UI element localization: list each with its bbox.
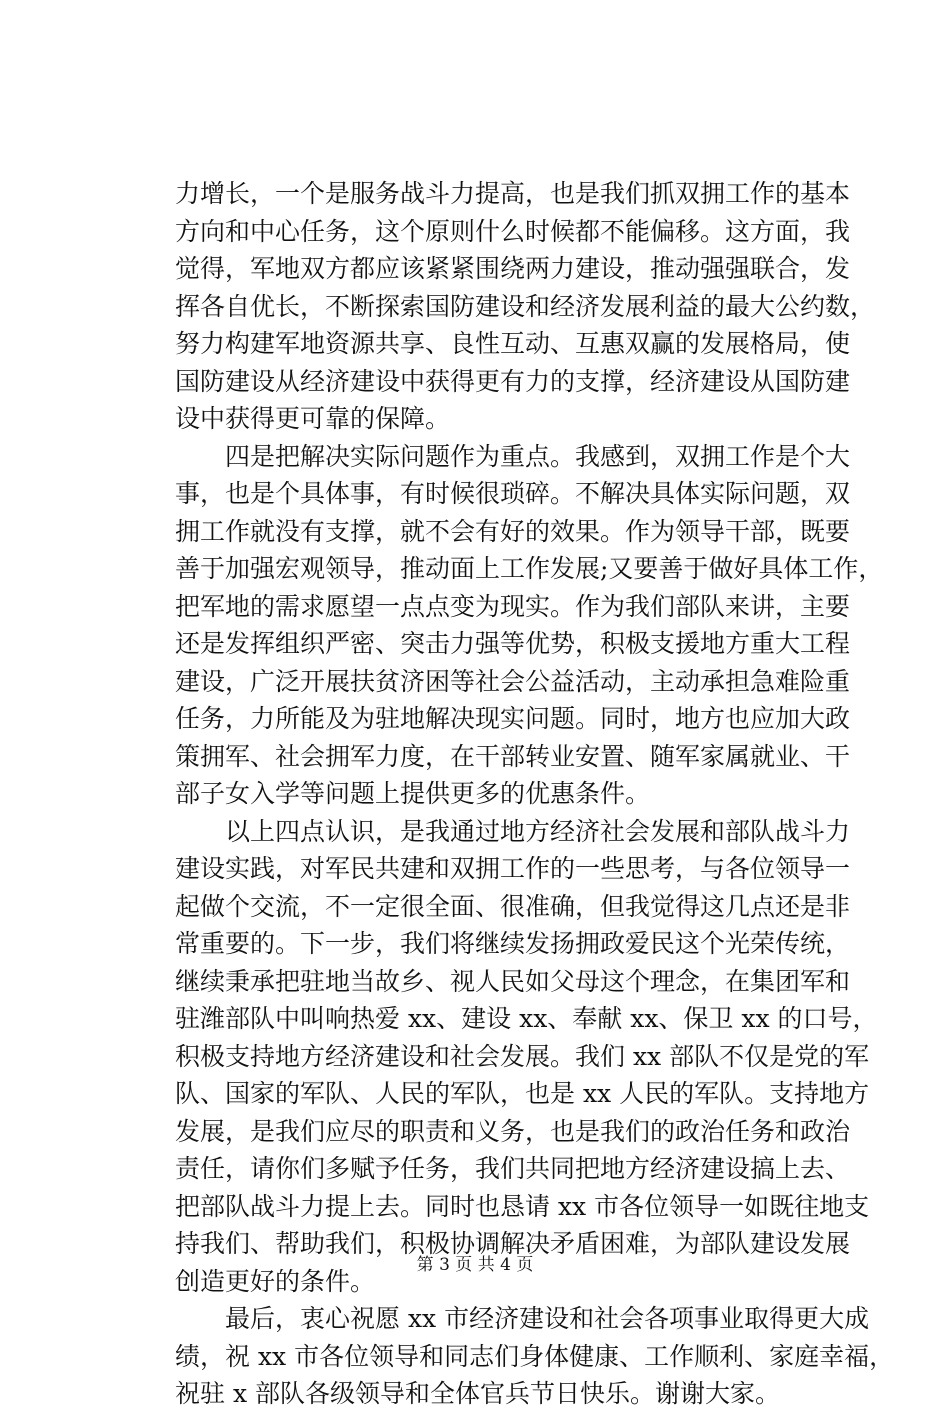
text-line: 继续秉承把驻地当故乡、视人民如父母这个理念，在集团军和 xyxy=(175,966,851,996)
text-line: 积极支持地方经济建设和社会发展。我们 xx 部队不仅是党的军 xyxy=(175,1041,870,1071)
text-line: 方向和中心任务，这个原则什么时候都不能偏移。这方面，我 xyxy=(175,216,851,246)
text-line: 持我们、帮助我们，积极协调解决矛盾困难，为部队建设发展 xyxy=(175,1229,851,1258)
text-line: 责任，请你们多赋予任务，我们共同把地方经济建设搞上去、 xyxy=(175,1154,851,1183)
text-line: 力增长，一个是服务战斗力提高，也是我们抓双拥工作的基本 xyxy=(175,179,851,208)
text-line: 建设实践，对军民共建和双拥工作的一些思考，与各位领导一 xyxy=(175,854,851,883)
text-line: 拥工作就没有支撑，就不会有好的效果。作为领导干部，既要 xyxy=(175,516,851,546)
text-line: 把部队战斗力提上去。同时也恳请 xx 市各位领导一如既往地支 xyxy=(175,1191,870,1221)
text-line: 以上四点认识，是我通过地方经济社会发展和部队战斗力 xyxy=(225,816,851,846)
text-line: 驻潍部队中叫响热爱 xx、建设 xx、奉献 xx、保卫 xx 的口号， xyxy=(175,1004,878,1033)
text-line: 部子女入学等问题上提供更多的优惠条件。 xyxy=(175,779,651,808)
text-line: 挥各自优长，不断探索国防建设和经济发展利益的最大公约数， xyxy=(175,291,876,321)
text-line: 祝驻 x 部队各级领导和全体官兵节日快乐。谢谢大家。 xyxy=(175,1379,780,1408)
text-line: 发展，是我们应尽的职责和义务，也是我们的政治任务和政治 xyxy=(175,1116,851,1146)
text-line: 常重要的。下一步，我们将继续发扬拥政爱民这个光荣传统， xyxy=(175,929,851,958)
text-line: 绩，祝 xx 市各位领导和同志们身体健康、工作顺利、家庭幸福， xyxy=(175,1341,895,1371)
text-line: 策拥军、社会拥军力度，在干部转业安置、随军家属就业、干 xyxy=(175,741,851,771)
text-line: 国防建设从经济建设中获得更有力的支撑，经济建设从国防建 xyxy=(175,366,851,396)
text-line: 努力构建军地资源共享、良性互动、互惠双赢的发展格局，使 xyxy=(175,329,851,358)
text-line: 建设，广泛开展扶贫济困等社会公益活动，主动承担急难险重 xyxy=(175,666,851,696)
text-line: 善于加强宏观领导，推动面上工作发展;又要善于做好具体工作， xyxy=(175,554,884,583)
text-line: 设中获得更可靠的保障。 xyxy=(175,404,451,433)
text-line: 四是把解决实际问题作为重点。我感到，双拥工作是个大 xyxy=(225,441,851,471)
text-line: 创造更好的条件。 xyxy=(175,1266,376,1296)
text-line: 最后，衷心祝愿 xx 市经济建设和社会各项事业取得更大成 xyxy=(225,1304,870,1333)
text-line: 把军地的需求愿望一点点变为现实。作为我们部队来讲，主要 xyxy=(175,591,851,621)
text-line: 任务，力所能及为驻地解决现实问题。同时，地方也应加大政 xyxy=(175,704,851,733)
document-body xyxy=(175,175,895,1413)
page-number-footer: 第 3 页 共 4 页 xyxy=(416,1255,534,1275)
text-line: 事，也是个具体事，有时候很琐碎。不解决具体实际问题，双 xyxy=(175,479,851,508)
text-line: 还是发挥组织严密、突击力强等优势，积极支援地方重大工程 xyxy=(175,629,851,658)
text-line: 起做个交流，不一定很全面、很准确，但我觉得这几点还是非 xyxy=(175,891,851,921)
text-line: 队、国家的军队、人民的军队，也是 xx 人民的军队。支持地方 xyxy=(175,1079,870,1108)
text-line: 觉得，军地双方都应该紧紧围绕两力建设，推动强强联合，发 xyxy=(175,254,851,283)
